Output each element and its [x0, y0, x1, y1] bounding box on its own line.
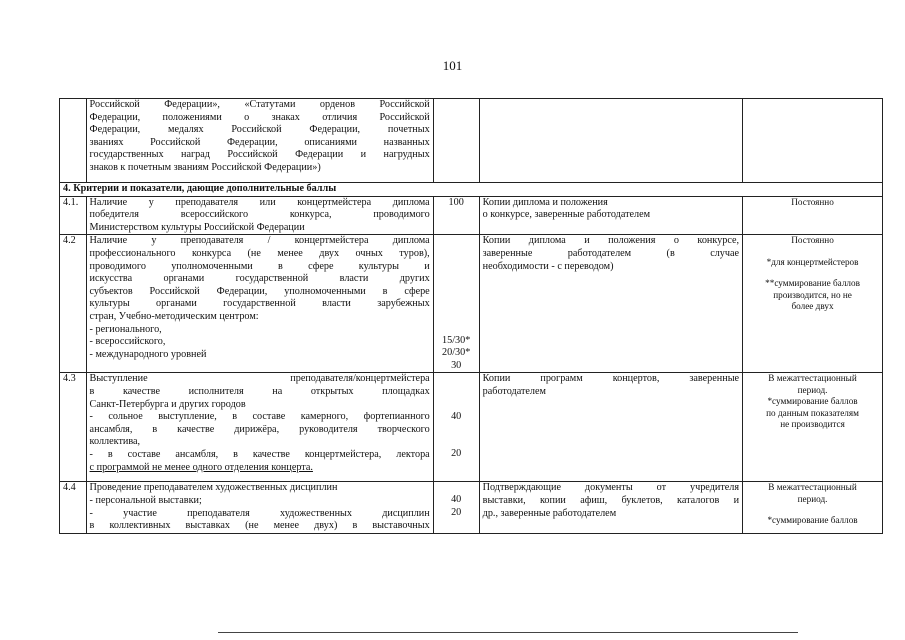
period-text: Постоянно: [791, 235, 834, 246]
text-line: работодателем: [482, 385, 546, 397]
text-line: профессионального конкурса (не менее двух очных туров),: [89, 247, 430, 259]
text-line: стран, Учебно-методическим центром:: [89, 310, 259, 322]
text-line: Копии программ концертов, заверенные: [482, 373, 740, 385]
points-value: 20/30*: [442, 347, 471, 359]
text-line: Федерации, положениями о знаках отличия Российской: [89, 111, 430, 123]
points-value: 40: [451, 494, 462, 506]
points-value: 20: [451, 447, 462, 459]
cell-docs: [479, 235, 742, 373]
cell-docs: [479, 482, 742, 534]
table-row: [60, 373, 883, 482]
text-line: коллектива,: [89, 436, 141, 448]
cell-period: [743, 196, 883, 235]
cell-criterion: [86, 482, 433, 534]
cell-num: [60, 99, 87, 183]
row-number: 4.4: [60, 482, 87, 534]
cell-criterion: [86, 235, 433, 373]
text-line: Копии диплома и положения: [482, 196, 608, 208]
text-line: знаков к почетным званиям Российской Федерации»): [89, 161, 321, 173]
text-line: Федерации, медалях Российской Федерации, почетных: [89, 124, 430, 136]
criteria-table: [59, 98, 883, 534]
table-row: [60, 196, 883, 235]
row-number: 4.3: [60, 373, 87, 482]
points-value: 30: [451, 359, 462, 371]
text-line: Министерством культуры Российской Федерации: [89, 221, 305, 233]
cell-points: [433, 235, 479, 373]
text-line: званиях Российской Федерации, описаниями названных: [89, 136, 430, 148]
text-line: - регионального,: [89, 323, 162, 335]
period-text: Постоянно: [791, 196, 834, 207]
cell-docs: [479, 99, 742, 183]
text-line: с программой не менее одного отделения концерта.: [89, 461, 313, 473]
cell-docs: [479, 196, 742, 235]
text-line: субъектов Российской Федерации, уполномоченными в сфере: [89, 285, 430, 297]
text-line: - участие преподавателя художественных дисциплин: [89, 507, 430, 519]
text-line: - всероссийского,: [89, 336, 166, 348]
text-line: Подтверждающие документы от учредителя: [482, 482, 740, 494]
period-text: период.: [797, 384, 828, 395]
text-line: - международного уровней: [89, 348, 207, 360]
text-line: выставки, копии афиш, буклетов, каталогов и: [482, 494, 740, 506]
text-line: ансамбля, в качестве дирижёра, руководителя творческого: [89, 423, 430, 435]
text-line: Выступление преподавателя/концертмейстера: [89, 373, 430, 385]
period-note: более двух: [791, 301, 834, 311]
text-line: др., заверенные работодателем: [482, 507, 617, 519]
cell-points: [433, 196, 479, 235]
table-row: [60, 482, 883, 534]
text-line: искусства органами государственной власти других: [89, 273, 430, 285]
text-line: заверенные работодателем (в случае: [482, 247, 740, 259]
points-value: 40: [451, 411, 462, 423]
period-text: В межаттестационный: [768, 373, 857, 384]
page-number: 101: [442, 58, 463, 73]
text-line: Наличие у преподавателя / концертмейстера диплома: [89, 235, 430, 247]
section-heading-row: [60, 183, 883, 197]
text-line: Санкт-Петербурга и других городов: [89, 398, 246, 410]
bottom-rule: [218, 632, 798, 633]
row-number: 4.1.: [60, 196, 87, 235]
period-note: **суммирование баллов: [765, 278, 860, 289]
text-line: - персональной выставки;: [89, 494, 202, 506]
cell-points: [433, 373, 479, 482]
text-line: Проведение преподавателем художественных дисциплин: [89, 482, 338, 494]
text-line: Копии диплома и положения о конкурсе,: [482, 235, 740, 247]
period-note: производится, но не: [773, 289, 852, 300]
text-line: в качестве исполнителя на открытых площадках: [89, 385, 430, 397]
period-note: по данным показателям: [766, 407, 859, 418]
points-value: 15/30*: [442, 334, 471, 346]
cell-criterion: [86, 373, 433, 482]
text-line: культуры органами государственной власти зарубежных: [89, 298, 430, 310]
cell-period: [743, 373, 883, 482]
cell-period: [743, 235, 883, 373]
text-line: победителя всероссийского конкурса, проводимого: [89, 209, 430, 221]
text-line: - сольное выступление, в составе камерного, фортепианного: [89, 411, 430, 423]
table-row-continuation: [60, 99, 883, 183]
period-text: В межаттестационный: [768, 482, 857, 493]
table-row: [60, 235, 883, 373]
points-value: 100: [448, 196, 464, 208]
cell-points: [433, 99, 479, 183]
text-line: Наличие у преподавателя или концертмейстера диплома: [89, 196, 430, 208]
cell-criterion: [86, 99, 433, 183]
points-value: 20: [451, 506, 462, 518]
cell-points: [433, 482, 479, 534]
text-line: проводимого уполномоченными в сфере культуры и: [89, 260, 430, 272]
text-line: о конкурсе, заверенные работодателем: [482, 209, 651, 221]
text-line: необходимости - с переводом): [482, 260, 614, 272]
period-note: *суммирование баллов: [767, 515, 858, 526]
text-line: Российской Федерации», «Статутами орденов Российской: [89, 99, 430, 110]
cell-docs: [479, 373, 742, 482]
text-line: - в составе ансамбля, в качестве концертмейстера, лектора: [89, 448, 430, 460]
period-text: период.: [797, 493, 828, 504]
section-title: 4. Критерии и показатели, дающие дополнительные баллы: [60, 183, 883, 197]
text-line: государственных наград Российской Федерации и нагрудных: [89, 149, 430, 161]
cell-period: [743, 99, 883, 183]
period-note: *суммирование баллов: [767, 396, 858, 407]
period-note: *для концертмейстеров: [766, 256, 859, 267]
cell-criterion: [86, 196, 433, 235]
row-number: 4.2: [60, 235, 87, 373]
period-note: не производится: [780, 419, 845, 429]
cell-period: [743, 482, 883, 534]
text-line: в коллективных выставках (не менее двух) в выставочных: [89, 520, 430, 532]
